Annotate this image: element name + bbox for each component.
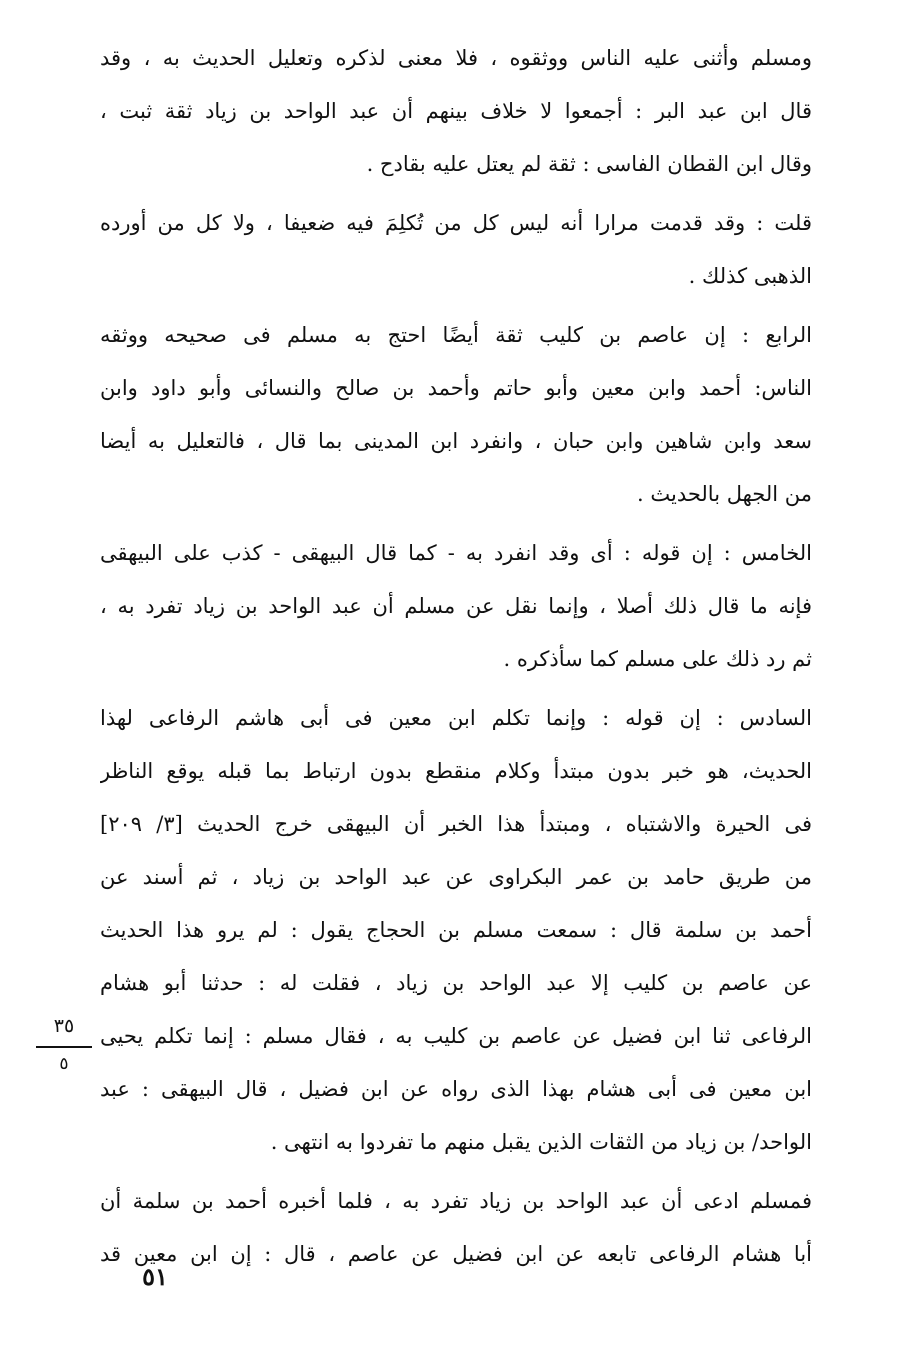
text-line: ابن معين فى أبى هشام بهذا الذى رواه عن ابن فضيل ، قال البيهقى : عبد <box>100 1077 812 1101</box>
margin-reference-page: ٥ <box>59 1054 69 1074</box>
text-line: سعد وابن شاهين وابن حبان ، وانفرد ابن المدينى بما قال ، فالتعليل به أيضا <box>100 429 812 453</box>
text-line: الرابع : إن عاصم بن كليب ثقة أيضًا احتج به مسلم فى صحيحه ووثقه <box>100 323 812 347</box>
page-number: ٥١ <box>142 1262 168 1291</box>
text-line: من طريق حامد بن عمر البكراوى عن عبد الواحد بن زياد ، ثم أسند عن <box>100 865 812 889</box>
text-line: قال ابن عبد البر : أجمعوا لا خلاف بينهم أن عبد الواحد بن زياد ثقة ثبت ، <box>100 99 812 123</box>
text-line: الحديث، هو خبر بدون مبتدأ وكلام منقطع بدون ارتباط بما قبله يوقع الناظر <box>100 759 812 783</box>
text-line: ومسلم وأثنى عليه الناس ووثقوه ، فلا معنى لذكره وتعليل الحديث به ، وقد <box>100 46 812 70</box>
text-line: عن عاصم بن كليب إلا عبد الواحد بن زياد ، فقلت له : حدثنا أبو هشام <box>100 971 812 995</box>
text-line: من الجهل بالحديث . <box>637 482 812 506</box>
text-line: السادس : إن قوله : وإنما تكلم ابن معين فى أبى هاشم الرفاعى لهذا <box>100 706 812 730</box>
text-line: فى الحيرة والاشتباه ، ومبتدأ هذا الخبر أن البيهقى خرج الحديث [٣/ ٢٠٩] <box>100 812 812 836</box>
margin-reference-volume: ٣٥ <box>53 1015 75 1037</box>
margin-reference-rule <box>36 1046 92 1048</box>
text-line: الخامس : إن قوله : أى وقد انفرد به - كما قال البيهقى - كذب على البيهقى <box>100 541 812 565</box>
text-line: أحمد بن سلمة قال : سمعت مسلم بن الحجاج يقول : لم يرو هذا الحديث <box>100 918 812 942</box>
margin-reference <box>36 1012 92 1076</box>
text-line: الذهبى كذلك . <box>688 264 812 288</box>
text-line: الرفاعى ثنا ابن فضيل عن عاصم بن كليب به ، فقال مسلم : إنما تكلم يحيى <box>100 1024 812 1048</box>
text-line: الواحد/ بن زياد من الثقات الذين يقبل منهم ما تفردوا به انتهى . <box>270 1130 812 1154</box>
text-line: فمسلم ادعى أن عبد الواحد بن زياد تفرد به ، فلما أخبره أحمد بن سلمة أن <box>100 1189 812 1213</box>
text-line: ثم رد ذلك على مسلم كما سأذكره . <box>503 647 812 671</box>
text-line: وقال ابن القطان الفاسى : ثقة لم يعتل عليه بقادح . <box>366 152 812 176</box>
text-line: فإنه ما قال ذلك أصلا ، وإنما نقل عن مسلم أن عبد الواحد بن زياد تفرد به ، <box>100 594 812 618</box>
text-line: الناس: أحمد وابن معين وأبو حاتم وأحمد بن صالح والنسائى وأبو داود وابن <box>100 376 812 400</box>
page-body <box>100 32 812 1281</box>
text-line: أبا هشام الرفاعى تابعه عن ابن فضيل عن عاصم ، قال : إن ابن معين قد <box>100 1242 812 1266</box>
text-line: قلت : وقد قدمت مرارا أنه ليس كل من تُكلِمَ فيه ضعيفا ، ولا كل من أورده <box>100 211 812 235</box>
